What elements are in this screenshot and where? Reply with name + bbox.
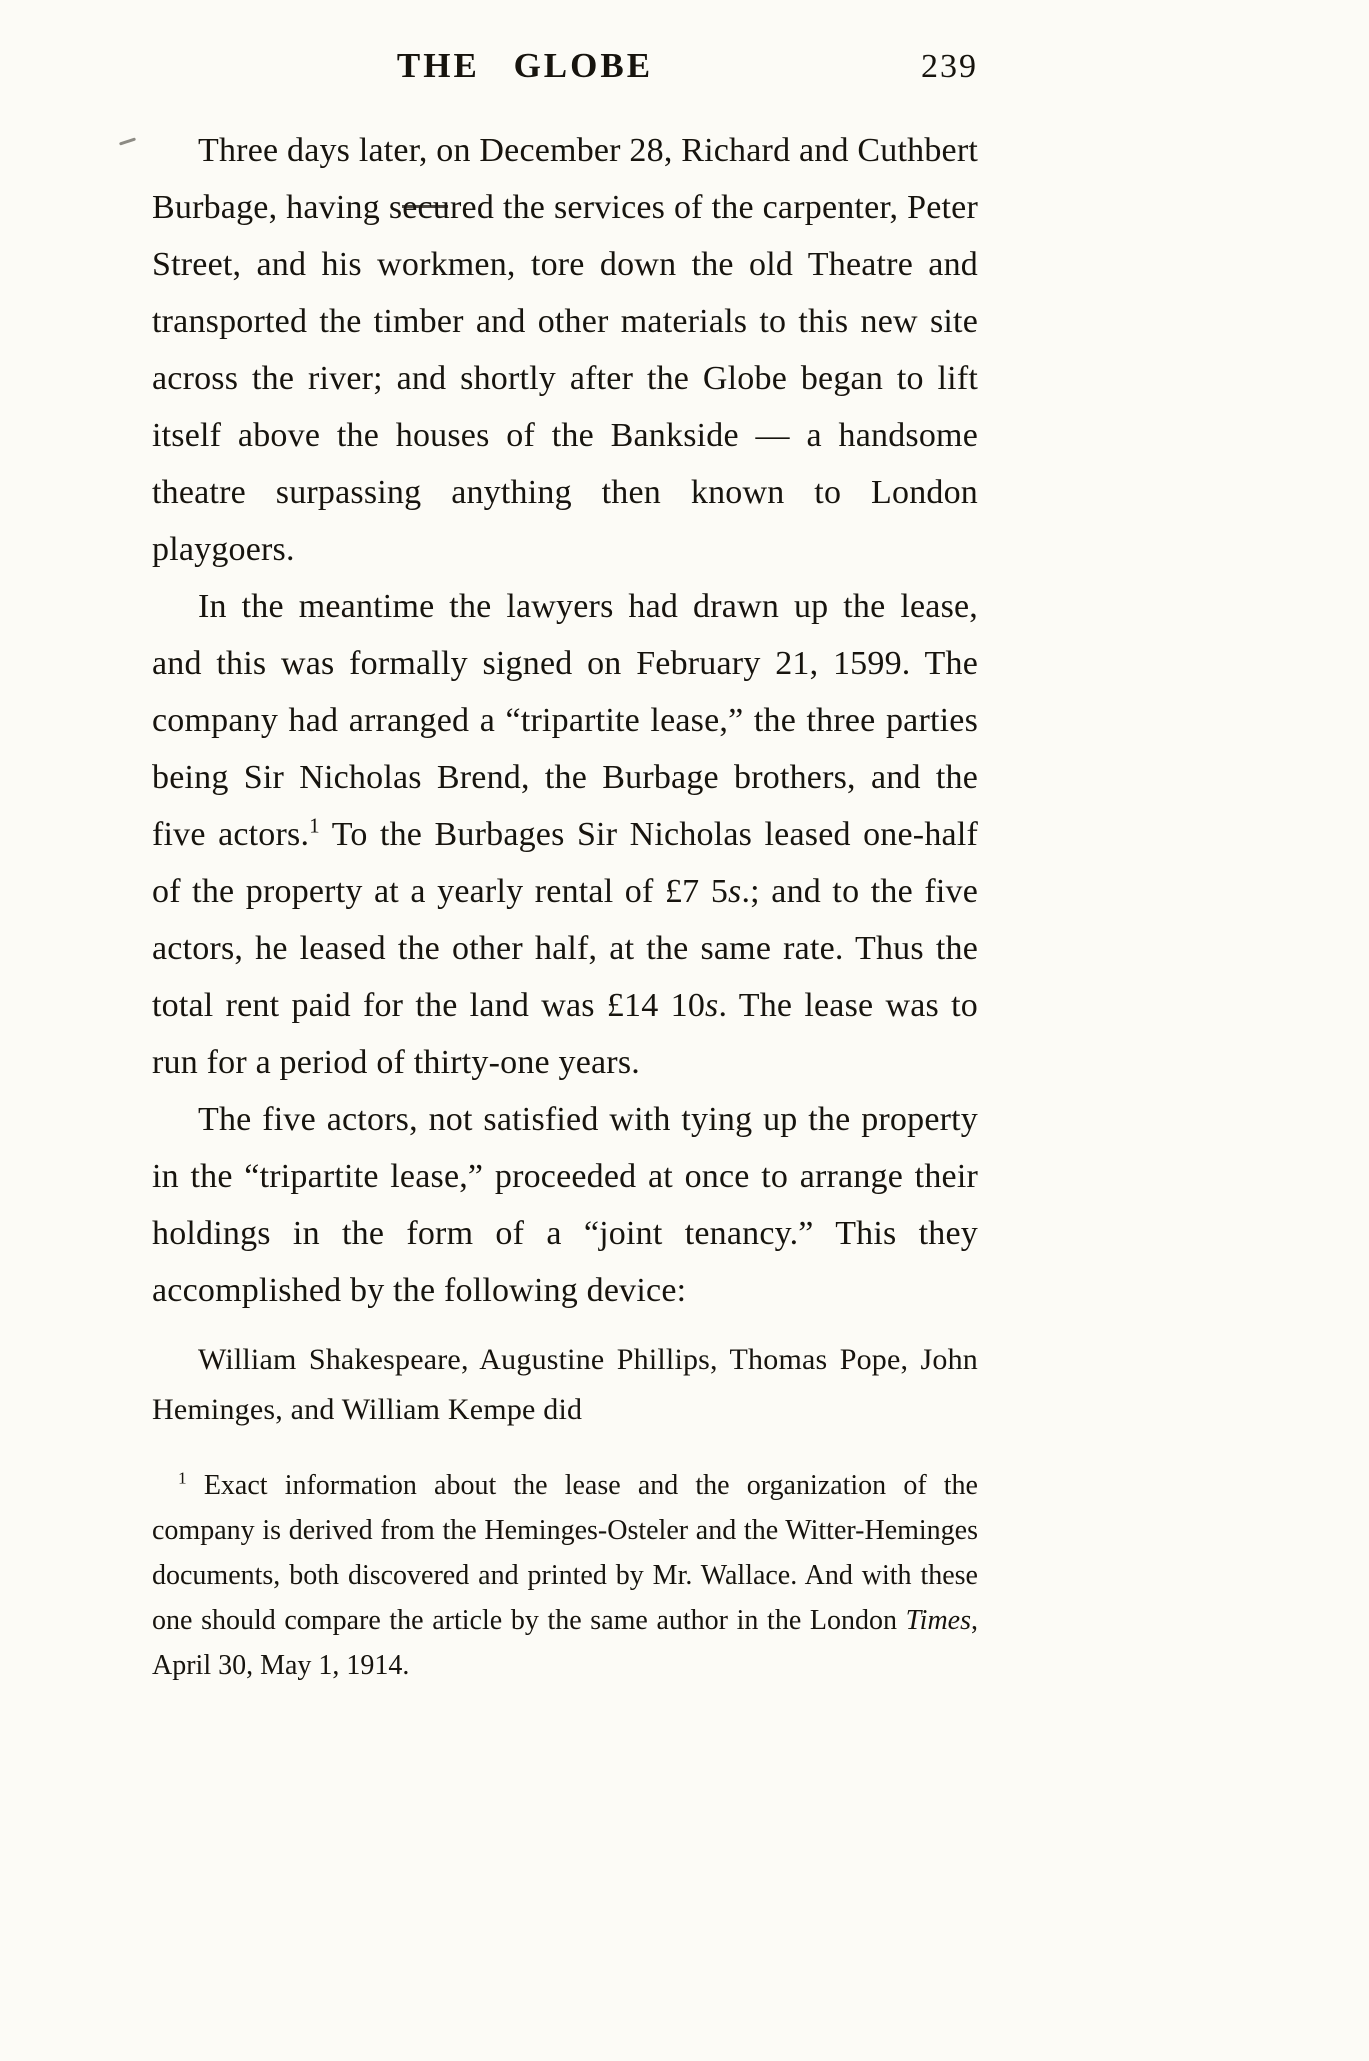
- paragraph-3: The five actors, not satisfied with tying up the property in the “tripartite lease,” proceeded at once to arrange their holdings in the form of a “joint tenancy.” This they accomplished by the following device:: [152, 1101, 978, 1309]
- footnote: $^1$ Exact information about the lease and the organization of the company is derived from the Heminges-Osteler and the Witter-Heminges documents, both discovered and printed by Mr. Wallace. And with these one should compare the article by the same author in the London Times, April 30, May 1, 1914.: [152, 1468, 978, 1681]
- page-header-title: THE GLOBE: [396, 46, 654, 85]
- paragraph-1: Three days later, on December 28, Richard and Cuthbert Burbage, having secured the services of the carpenter, Peter Street, and his workmen, tore down the old Theatre and transported the timber and other materials to this new site across the river; and shortly after the Globe began to lift itself above the houses of the Bankside — a handsome theatre surpassing anything then known to London playgoers.: [152, 132, 978, 568]
- page-number: 239: [921, 48, 978, 85]
- page-content: [152, 46, 978, 1688]
- scan-mark: [119, 137, 136, 145]
- running-header: [152, 46, 978, 86]
- page-body: [152, 122, 978, 1688]
- paragraph-2: In the meantime the lawyers had drawn up the lease, and this was formally signed on February 21, 1599. The company had arranged a “tripartite lease,” the three parties being Sir Nicholas Brend, the Burbage brothers, and the five actors.$^1$ To the Burbages Sir Nicholas leased one-half of the property at a yearly rental of £7 5s.; and to the five actors, he leased the other half, at the same rate. Thus the total rent paid for the land was £14 10s. The lease was to run for a period of thirty-one years.: [152, 588, 978, 1081]
- block-quote: William Shakespeare, Augustine Phillips, Thomas Pope, John Heminges, and William Kempe did: [152, 1343, 978, 1426]
